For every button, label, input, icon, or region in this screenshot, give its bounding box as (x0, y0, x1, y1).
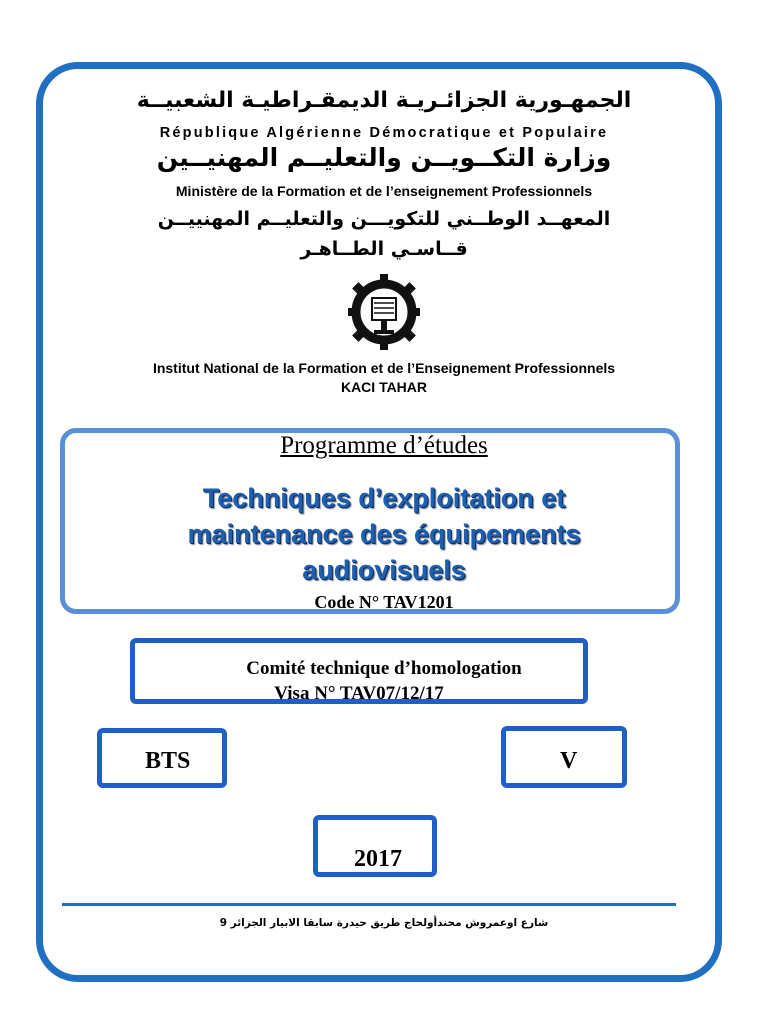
level-label: V (560, 748, 578, 774)
programme-label: Programme d’études (280, 432, 488, 459)
arabic-institute-title: المعهــد الوطــني للتكويـــن والتعليــم المهنييــن (157, 208, 611, 230)
french-institute-title: Institut National de la Formation et de l’Enseignement Professionnels (152, 360, 616, 376)
french-republic-title: République Algérienne Démocratique et Populaire (159, 125, 609, 141)
year-label: 2017 (354, 846, 402, 872)
programme-code: Code N° TAV1201 (314, 592, 454, 612)
programme-title (0, 480, 768, 588)
french-institute-name: KACI TAHAR (340, 379, 428, 395)
programme-title-line3: audiovisuels (302, 555, 466, 585)
gear-emblem-logo (334, 272, 434, 352)
arabic-republic-title: الجمهـورية الجزائـريـة الديمقـراطيـة الشعبيــة (136, 88, 632, 113)
footer-divider (62, 903, 676, 906)
homologation-visa: Visa N° TAV07/12/17 (274, 683, 444, 704)
diploma-label: BTS (145, 748, 191, 774)
french-ministry-title: Ministère de la Formation et de l’enseignement Professionnels (175, 183, 593, 199)
arabic-institute-name: قــاسـي الطــاهـر (300, 238, 468, 260)
programme-title-line2: maintenance des équipements (187, 519, 581, 549)
programme-title-line1: Techniques d’exploitation et (202, 483, 566, 513)
homologation-committee: Comité technique d’homologation (246, 658, 522, 679)
arabic-ministry-title: وزارة التكــويــن والتعليــم المهنيــين (156, 143, 612, 172)
footer-address: شارع اوعمروش محندأولحاج طريق حيدرة سابقا الابيار الجزائر 9 (219, 917, 549, 929)
